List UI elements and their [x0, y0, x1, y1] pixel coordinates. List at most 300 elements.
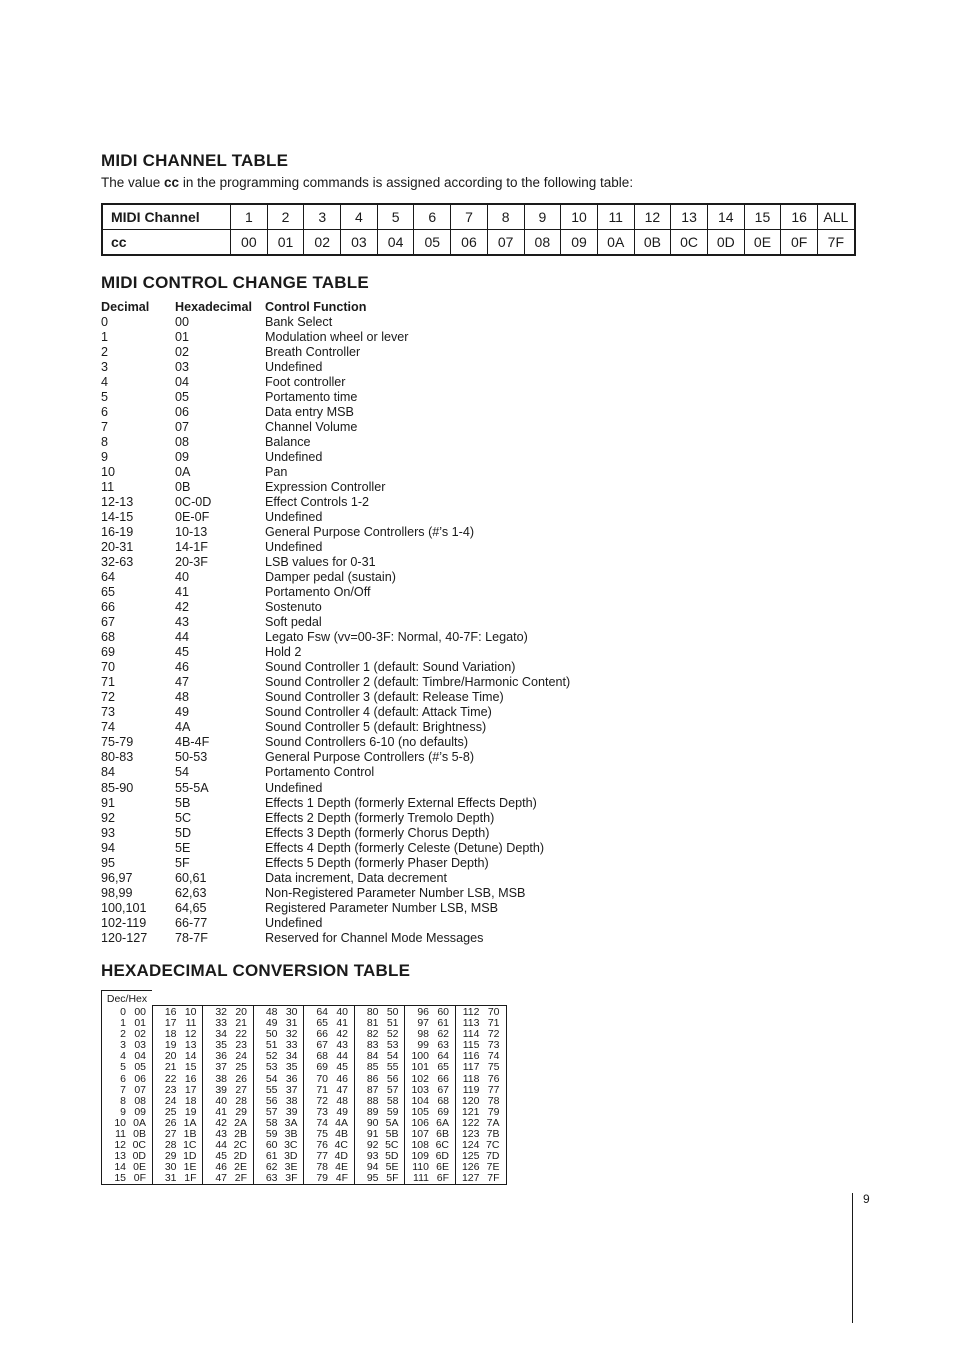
dec-value: 41 — [215, 1105, 227, 1118]
dec-value: 0 — [120, 1006, 126, 1018]
hex-value: 59 — [386, 1105, 399, 1118]
hex-value: 33 — [285, 1039, 298, 1052]
hex-cell: 0B — [175, 480, 191, 495]
decimal-cell: 72 — [101, 690, 116, 705]
hex-value: 71 — [487, 1017, 500, 1030]
decimal-cell: 12-13 — [101, 495, 134, 510]
function-cell: Undefined — [265, 540, 323, 555]
hex-cell: 5E — [175, 840, 191, 855]
hex-value: 70 — [487, 1006, 500, 1018]
hex-value: 57 — [386, 1083, 399, 1096]
midi-channel-table — [101, 203, 856, 256]
midi-channel-label: MIDI Channel — [102, 204, 231, 230]
hex-value: 5A — [385, 1116, 399, 1129]
hex-value: 36 — [285, 1072, 298, 1085]
function-cell: Portamento Control — [265, 765, 375, 780]
hex-value: 1F — [184, 1172, 197, 1185]
dec-value: 58 — [265, 1116, 278, 1129]
dec-value: 7 — [120, 1083, 126, 1096]
dec-value: 61 — [265, 1150, 278, 1163]
hex-value: 4B — [335, 1128, 348, 1141]
table-row — [101, 720, 570, 735]
page-margin-rule — [852, 1193, 853, 1323]
function-cell: Soft pedal — [265, 615, 322, 630]
decimal-cell: 80-83 — [101, 750, 134, 765]
dec-value: 69 — [316, 1061, 328, 1074]
hex-value: 45 — [336, 1061, 348, 1074]
cc-cell: 08 — [524, 230, 561, 256]
dec-value: 51 — [265, 1039, 278, 1052]
cc-cell: 07 — [487, 230, 524, 256]
dec-value: 17 — [164, 1017, 177, 1030]
channel-cell: 12 — [634, 204, 671, 230]
table-row — [101, 841, 570, 856]
hex-row — [456, 1074, 507, 1085]
dec-value: 84 — [366, 1050, 379, 1063]
dec-value: 52 — [265, 1050, 278, 1063]
hex-row — [153, 1062, 203, 1073]
decimal-cell: 91 — [101, 795, 116, 810]
hex-value: 02 — [134, 1028, 146, 1041]
decimal-cell: 66 — [101, 600, 116, 615]
hex-cell: 4A — [175, 720, 191, 735]
function-cell: Channel Volume — [265, 420, 358, 435]
hex-cell: 47 — [175, 675, 190, 690]
dec-value: 103 — [411, 1083, 429, 1096]
dec-value: 94 — [366, 1161, 379, 1174]
page-number: 9 — [863, 1192, 870, 1206]
decimal-cell: 95 — [101, 855, 116, 870]
hex-cell: 64,65 — [175, 900, 207, 915]
dec-value: 18 — [164, 1028, 177, 1041]
table-row — [101, 555, 570, 570]
dec-value: 118 — [462, 1072, 480, 1085]
function-cell: Effects 1 Depth (formerly External Effects Depth) — [265, 795, 537, 810]
channel-cell: ALL — [818, 204, 855, 230]
dec-value: 8 — [120, 1094, 126, 1107]
hex-value: 11 — [185, 1017, 197, 1030]
table-row — [101, 735, 570, 750]
hex-value: 6A — [436, 1116, 449, 1129]
dec-value: 60 — [265, 1139, 278, 1152]
function-cell: General Purpose Controllers (#’s 1-4) — [265, 525, 475, 540]
table-row — [101, 330, 570, 345]
function-cell: Sound Controller 5 (default: Brightness) — [265, 720, 487, 735]
dec-value: 123 — [461, 1128, 480, 1141]
dec-value: 90 — [366, 1116, 379, 1129]
dec-value: 10 — [114, 1116, 126, 1129]
decimal-cell: 6 — [101, 405, 109, 420]
midi-channel-table-title: MIDI CHANNEL TABLE — [101, 151, 289, 170]
hex-value: 03 — [134, 1039, 146, 1052]
hex-value: 76 — [487, 1072, 500, 1085]
decimal-cell: 0 — [101, 315, 109, 330]
dec-value: 29 — [164, 1150, 177, 1163]
table-row — [101, 315, 570, 330]
table-row — [101, 886, 570, 901]
hex-value: 19 — [184, 1105, 197, 1118]
decimal-cell: 84 — [101, 765, 116, 780]
table-row — [101, 615, 570, 630]
hex-value: 60 — [437, 1006, 449, 1018]
dec-value: 126 — [461, 1161, 480, 1174]
hex-value: 7C — [486, 1139, 500, 1152]
dec-value: 115 — [462, 1039, 480, 1052]
dec-value: 120 — [461, 1094, 480, 1107]
hex-cell: 41 — [175, 585, 190, 600]
dec-value: 77 — [316, 1150, 328, 1163]
control-change-header — [101, 300, 570, 315]
hex-row — [102, 1062, 152, 1073]
table-row — [101, 600, 570, 615]
channel-cell: 13 — [671, 204, 708, 230]
hex-value: 38 — [285, 1094, 298, 1107]
hex-value: 58 — [386, 1094, 399, 1107]
table-row — [101, 690, 570, 705]
hex-value: 3A — [284, 1116, 298, 1129]
cc-label: cc — [102, 230, 231, 256]
function-cell: Sound Controller 1 (default: Sound Variation) — [265, 660, 516, 675]
table-row — [101, 796, 570, 811]
hex-value: 17 — [184, 1083, 197, 1096]
hex-value: 64 — [437, 1050, 449, 1063]
dec-value: 109 — [411, 1150, 429, 1163]
hex-value: 46 — [336, 1072, 348, 1085]
dec-value: 102 — [411, 1072, 429, 1085]
hex-value: 08 — [134, 1094, 146, 1107]
dec-value: 108 — [411, 1139, 429, 1152]
table-row — [101, 856, 570, 871]
dec-value: 86 — [366, 1072, 379, 1085]
hex-value: 2E — [234, 1161, 247, 1174]
hex-cell: 14-1F — [175, 540, 208, 555]
hex-value: 48 — [336, 1094, 348, 1107]
hex-cell: 02 — [175, 345, 190, 360]
hex-cell: 00 — [175, 315, 190, 330]
hex-value: 2A — [234, 1116, 247, 1129]
hex-value: 5C — [385, 1139, 399, 1152]
dec-value: 12 — [114, 1139, 126, 1152]
function-cell: Undefined — [265, 360, 323, 375]
dec-value: 112 — [462, 1006, 480, 1018]
dec-value: 20 — [164, 1050, 177, 1063]
hex-value: 68 — [437, 1094, 449, 1107]
hex-cell: 49 — [175, 705, 190, 720]
hex-value: 3E — [284, 1161, 298, 1174]
hex-row — [102, 1074, 152, 1085]
hex-value: 2B — [234, 1128, 247, 1141]
table-row — [101, 570, 570, 585]
table-row — [101, 585, 570, 600]
hex-value: 78 — [487, 1094, 500, 1107]
function-cell: Effect Controls 1-2 — [265, 495, 370, 510]
table-row — [101, 916, 570, 931]
dec-value: 38 — [215, 1072, 227, 1085]
intro-text-post: in the programming commands is assigned according to the following table: — [179, 175, 634, 190]
dec-value: 64 — [316, 1006, 328, 1018]
hex-cell: 54 — [175, 765, 190, 780]
dec-value: 71 — [316, 1083, 328, 1096]
table-row — [101, 826, 570, 841]
dec-value: 114 — [462, 1028, 480, 1041]
channel-cell: 8 — [487, 204, 524, 230]
dec-value: 95 — [366, 1172, 379, 1185]
hex-cell: 0E-0F — [175, 510, 210, 525]
hex-value: 7F — [487, 1172, 500, 1185]
cc-cell: 0F — [781, 230, 818, 256]
hex-row — [405, 1074, 455, 1085]
hex-value: 51 — [386, 1017, 399, 1030]
hex-value: 15 — [184, 1061, 197, 1074]
hex-row — [405, 1062, 455, 1073]
hex-row — [254, 1074, 304, 1085]
channel-cell: 14 — [707, 204, 744, 230]
hex-value: 34 — [285, 1050, 298, 1063]
hex-value: 18 — [184, 1094, 197, 1107]
dec-value: 23 — [164, 1083, 177, 1096]
channel-cell: 10 — [561, 204, 598, 230]
hex-value: 06 — [134, 1072, 146, 1085]
dec-value: 79 — [316, 1172, 328, 1185]
function-cell: General Purpose Controllers (#’s 5-8) — [265, 750, 475, 765]
hex-cell: 05 — [175, 390, 190, 405]
hex-cell: 5C — [175, 810, 192, 825]
hex-value: 29 — [235, 1105, 247, 1118]
hex-cell: 10-13 — [175, 525, 208, 540]
channel-cell: 11 — [597, 204, 634, 230]
hex-row — [355, 1074, 405, 1085]
dec-value: 98 — [417, 1028, 429, 1041]
table-row — [101, 871, 570, 886]
dec-value: 57 — [265, 1105, 278, 1118]
hex-value: 0B — [133, 1128, 146, 1141]
dec-value: 93 — [366, 1150, 379, 1163]
hex-value: 74 — [487, 1050, 500, 1063]
hex-row — [456, 1062, 507, 1073]
dec-value: 68 — [316, 1050, 328, 1063]
hex-value: 30 — [285, 1006, 298, 1018]
decimal-cell: 93 — [101, 825, 116, 840]
hex-value: 2D — [233, 1150, 247, 1163]
hex-cell: 0A — [175, 465, 191, 480]
hex-value: 1B — [183, 1128, 197, 1141]
dec-value: 72 — [316, 1094, 328, 1107]
function-cell: Balance — [265, 435, 311, 450]
dec-value: 44 — [215, 1139, 227, 1152]
dec-value: 74 — [316, 1116, 328, 1129]
hex-value: 55 — [386, 1061, 399, 1074]
hex-value: 47 — [336, 1083, 348, 1096]
hex-value: 20 — [235, 1006, 247, 1018]
table-row — [101, 750, 570, 765]
decimal-cell: 16-19 — [101, 525, 134, 540]
dec-value: 101 — [411, 1061, 429, 1074]
hex-value: 3B — [284, 1128, 298, 1141]
dec-value: 88 — [366, 1094, 379, 1107]
hex-row — [203, 1173, 253, 1184]
dec-value: 9 — [120, 1105, 126, 1118]
function-cell: Data increment, Data decrement — [265, 870, 447, 885]
decimal-cell: 100,101 — [101, 900, 147, 915]
hex-value: 0F — [133, 1172, 146, 1185]
hex-value: 14 — [184, 1050, 197, 1063]
hex-value: 6E — [436, 1161, 449, 1174]
hex-value: 39 — [285, 1105, 298, 1118]
function-cell: Effects 3 Depth (formerly Chorus Depth) — [265, 825, 490, 840]
hex-value: 69 — [437, 1105, 449, 1118]
function-cell: Portamento time — [265, 390, 358, 405]
dec-value: 117 — [462, 1061, 480, 1074]
hex-cell: 03 — [175, 360, 190, 375]
dec-value: 99 — [417, 1039, 429, 1052]
decimal-cell: 120-127 — [101, 930, 148, 945]
function-cell: Bank Select — [265, 315, 333, 330]
decimal-cell: 7 — [101, 420, 109, 435]
dec-value: 42 — [215, 1116, 227, 1129]
hex-row — [102, 1173, 152, 1184]
hex-value: 6B — [436, 1128, 449, 1141]
hex-cell: 0C-0D — [175, 495, 212, 510]
cc-cell: 03 — [341, 230, 378, 256]
function-cell: Foot controller — [265, 375, 346, 390]
hex-cell: 44 — [175, 630, 190, 645]
function-cell: Reserved for Channel Mode Messages — [265, 930, 484, 945]
decimal-cell: 11 — [101, 480, 115, 495]
function-cell: Sound Controller 4 (default: Attack Time) — [265, 705, 492, 720]
dec-value: 3 — [120, 1039, 126, 1052]
hex-cell: 08 — [175, 435, 190, 450]
hex-cell: 42 — [175, 600, 190, 615]
dec-value: 13 — [114, 1150, 126, 1163]
dec-value: 16 — [164, 1006, 177, 1018]
channel-cell: 7 — [451, 204, 488, 230]
hex-cell: 4B-4F — [175, 735, 210, 750]
decimal-cell: 32-63 — [101, 555, 134, 570]
dec-value: 119 — [462, 1083, 480, 1096]
hex-cell: 60,61 — [175, 870, 207, 885]
channel-cell: 9 — [524, 204, 561, 230]
hex-value: 31 — [285, 1017, 298, 1030]
hex-value: 32 — [285, 1028, 298, 1041]
hex-row — [153, 1074, 203, 1085]
cc-cell: 04 — [377, 230, 414, 256]
function-cell: Sound Controller 2 (default: Timbre/Harmonic Content) — [265, 675, 571, 690]
hex-value: 5D — [385, 1150, 399, 1163]
hex-cell: 01 — [175, 330, 190, 345]
cc-cell: 0C — [671, 230, 708, 256]
dec-value: 127 — [461, 1172, 480, 1185]
dec-value: 92 — [366, 1139, 379, 1152]
control-change-body — [101, 315, 570, 946]
hex-value: 7B — [486, 1128, 500, 1141]
dec-value: 105 — [411, 1105, 429, 1118]
hex-value: 23 — [235, 1039, 247, 1052]
midi-channel-row — [102, 204, 855, 230]
dec-value: 37 — [215, 1061, 227, 1074]
dec-value: 49 — [265, 1017, 278, 1030]
table-row — [101, 660, 570, 675]
table-row — [101, 480, 570, 495]
dec-value: 1 — [120, 1017, 126, 1030]
dec-value: 124 — [461, 1139, 480, 1152]
channel-cell: 6 — [414, 204, 451, 230]
dec-value: 31 — [164, 1172, 177, 1185]
hex-value: 65 — [437, 1061, 449, 1074]
dec-value: 6 — [120, 1072, 126, 1085]
table-row — [101, 435, 570, 450]
decimal-cell: 14-15 — [101, 510, 134, 525]
hex-value: 54 — [386, 1050, 399, 1063]
dec-value: 4 — [120, 1050, 126, 1063]
decimal-cell: 1 — [101, 330, 109, 345]
hex-value: 3C — [284, 1139, 298, 1152]
hex-value: 6C — [435, 1139, 449, 1152]
table-row — [101, 345, 570, 360]
dec-value: 67 — [316, 1039, 328, 1052]
hex-value: 1D — [183, 1150, 197, 1163]
table-row — [101, 405, 570, 420]
dec-value: 2 — [120, 1028, 126, 1041]
dec-value: 21 — [164, 1061, 177, 1074]
dec-value: 110 — [412, 1161, 429, 1174]
hex-cell: 43 — [175, 615, 190, 630]
hex-value: 22 — [235, 1028, 247, 1041]
function-cell: Sostenuto — [265, 600, 322, 615]
hex-value: 62 — [437, 1028, 449, 1041]
table-row — [101, 765, 570, 780]
table-row — [101, 675, 570, 690]
table-row — [101, 495, 570, 510]
cc-cell: 09 — [561, 230, 598, 256]
dec-value: 14 — [114, 1161, 126, 1174]
dec-value: 125 — [461, 1150, 480, 1163]
function-cell: Sound Controller 3 (default: Release Time) — [265, 690, 504, 705]
hex-column — [405, 1006, 456, 1184]
channel-cell: 16 — [781, 204, 818, 230]
hex-value: 6D — [435, 1150, 449, 1163]
dec-value: 121 — [461, 1105, 480, 1118]
hex-value: 07 — [134, 1083, 146, 1096]
dec-value: 83 — [366, 1039, 379, 1052]
dec-value: 26 — [164, 1116, 177, 1129]
dec-value: 50 — [265, 1028, 278, 1041]
hex-cell: 50-53 — [175, 750, 208, 765]
hex-cell: 5B — [175, 795, 191, 810]
table-row — [101, 525, 570, 540]
hex-value: 52 — [386, 1028, 399, 1041]
decimal-cell: 102-119 — [101, 915, 147, 930]
dec-value: 28 — [164, 1139, 177, 1152]
cc-cell: 7F — [818, 230, 855, 256]
hex-cell: 40 — [175, 570, 190, 585]
decimal-cell: 94 — [101, 840, 116, 855]
hex-value: 0D — [132, 1150, 146, 1163]
dec-value: 73 — [316, 1105, 328, 1118]
hex-value: 1E — [183, 1161, 197, 1174]
function-cell: Breath Controller — [265, 345, 361, 360]
decimal-cell: 69 — [101, 645, 116, 660]
dec-value: 96 — [417, 1006, 429, 1018]
dec-value: 36 — [215, 1050, 227, 1063]
function-cell: LSB values for 0-31 — [265, 555, 376, 570]
dec-value: 111 — [413, 1172, 429, 1185]
hex-value: 3F — [285, 1172, 298, 1185]
dec-value: 30 — [164, 1161, 177, 1174]
channel-cell: 15 — [744, 204, 781, 230]
hex-value: 4C — [334, 1139, 348, 1152]
function-cell: Modulation wheel or lever — [265, 330, 409, 345]
hex-row — [254, 1062, 304, 1073]
